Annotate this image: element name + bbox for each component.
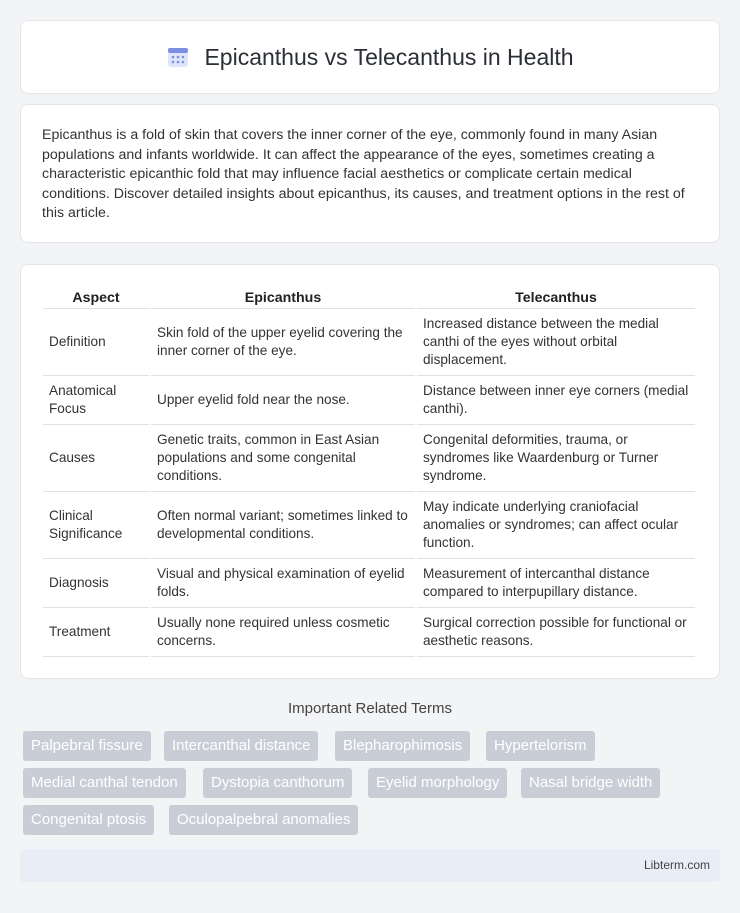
table-cell-epicanthus: Genetic traits, common in East Asian populations and some congenital conditions. [151, 425, 415, 492]
table-cell-aspect: Treatment [43, 608, 149, 657]
footer [20, 849, 720, 882]
table-header-row [43, 285, 695, 309]
table-row [43, 309, 695, 376]
comparison-card [20, 264, 720, 679]
table-cell-aspect: Definition [43, 309, 149, 376]
related-term-tag[interactable]: Palpebral fissure [23, 731, 151, 761]
related-term-tag[interactable]: Congenital ptosis [23, 805, 154, 835]
table-row [43, 376, 695, 425]
related-term-tag[interactable]: Blepharophimosis [335, 731, 470, 761]
table-cell-telecanthus: Distance between inner eye corners (medial canthi). [417, 376, 695, 425]
table-cell-telecanthus: Congenital deformities, trauma, or syndromes like Waardenburg or Turner syndrome. [417, 425, 695, 492]
table-cell-epicanthus: Usually none required unless cosmetic concerns. [151, 608, 415, 657]
related-term-tag[interactable]: Dystopia canthorum [203, 768, 352, 798]
table-cell-epicanthus: Often normal variant; sometimes linked to developmental conditions. [151, 492, 415, 559]
table-cell-telecanthus: Increased distance between the medial canthi of the eyes without orbital displacement. [417, 309, 695, 376]
table-cell-telecanthus: Measurement of intercanthal distance compared to interpupillary distance. [417, 559, 695, 608]
table-cell-epicanthus: Skin fold of the upper eyelid covering the inner corner of the eye. [151, 309, 415, 376]
table-cell-epicanthus: Visual and physical examination of eyelid folds. [151, 559, 415, 608]
intro-card [20, 104, 720, 243]
table-cell-telecanthus: May indicate underlying craniofacial anomalies or syndromes; can affect ocular function. [417, 492, 695, 559]
related-terms-heading: Important Related Terms [288, 700, 452, 717]
table-cell-aspect: Causes [43, 425, 149, 492]
table-cell-aspect: Clinical Significance [43, 492, 149, 559]
column-header-epicanthus: Epicanthus [151, 285, 415, 309]
table-cell-telecanthus: Surgical correction possible for functional or aesthetic reasons. [417, 608, 695, 657]
comparison-table [41, 285, 697, 657]
page-title: Epicanthus vs Telecanthus in Health [204, 43, 574, 70]
table-row [43, 425, 695, 492]
table-cell-aspect: Anatomical Focus [43, 376, 149, 425]
table-row [43, 608, 695, 657]
table-cell-aspect: Diagnosis [43, 559, 149, 608]
table-row [43, 492, 695, 559]
table-cell-epicanthus: Upper eyelid fold near the nose. [151, 376, 415, 425]
intro-text: Epicanthus is a fold of skin that covers the inner corner of the eye, commonly found in many Asian populations and infants worldwide. It can affect the appearance of the eyes, sometimes creating a characteristic epicanthic fold that may influence facial aesthetics or complicate certain medical conditions. Discover detailed insights about epicanthus, its causes, and treatment options in the rest of this article. [42, 127, 685, 222]
calendar-grid-icon [166, 45, 190, 69]
related-term-tag[interactable]: Medial canthal tendon [23, 768, 186, 798]
related-term-tag[interactable]: Eyelid morphology [368, 768, 507, 798]
related-term-tag[interactable]: Nasal bridge width [521, 768, 660, 798]
header-card [20, 20, 720, 94]
related-term-tag[interactable]: Intercanthal distance [164, 731, 318, 761]
footer-site-link[interactable]: Libterm.com [643, 858, 710, 872]
related-term-tag[interactable]: Oculopalpebral anomalies [169, 805, 358, 835]
related-term-tag[interactable]: Hypertelorism [486, 731, 595, 761]
column-header-aspect: Aspect [43, 285, 149, 309]
column-header-telecanthus: Telecanthus [417, 285, 695, 309]
table-row [43, 559, 695, 608]
